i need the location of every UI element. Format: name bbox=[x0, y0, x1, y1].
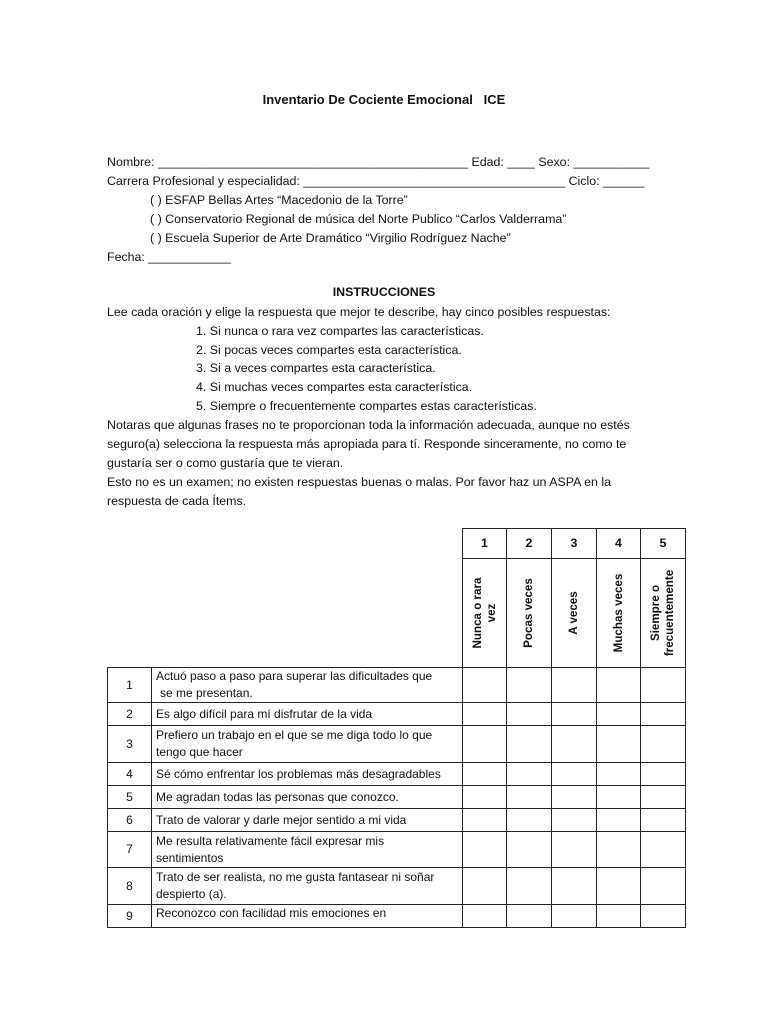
item-text-line: Me resulta relativamente fácil expresar mis bbox=[156, 833, 385, 848]
instructions-note-line: gustaría ser o como gustaría que te vieran. bbox=[107, 456, 344, 470]
school-option-escuela-arte-dramatico: ( ) Escuela Superior de Arte Dramático “Virgilio Rodríguez Nache” bbox=[150, 231, 511, 245]
answer-cell[interactable] bbox=[641, 703, 686, 726]
item-text-line: Es algo difícil para mí disfrutar de la vida bbox=[156, 706, 373, 721]
instructions-note-line: respuesta de cada Ítems. bbox=[107, 494, 247, 508]
answer-cell[interactable] bbox=[507, 703, 552, 726]
instructions-note-line: Esto no es un examen; no existen respuestas buenas o malas. Por favor haz un ASPA en la bbox=[107, 475, 611, 489]
item-number: 5 bbox=[108, 786, 152, 809]
column-label-nunca bbox=[463, 559, 507, 668]
instructions-note-line: seguro(a) selecciona la respuesta más apropiada para tí. Responde sinceramente, no como te bbox=[107, 437, 627, 451]
answer-cell[interactable] bbox=[597, 809, 641, 832]
answer-cell[interactable] bbox=[507, 726, 552, 763]
item-text-line: Prefiero un trabajo en el que se me diga todo lo que bbox=[156, 728, 433, 742]
item-text bbox=[152, 703, 463, 726]
response-option-5: 5. Siempre o frecuentemente compartes estas características. bbox=[196, 399, 537, 413]
answer-cell[interactable] bbox=[641, 905, 686, 928]
instructions-intro: Lee cada oración y elige la respuesta que mejor te describe, hay cinco posibles respuestas: bbox=[107, 305, 611, 319]
answer-cell[interactable] bbox=[552, 703, 597, 726]
answer-cell[interactable] bbox=[507, 809, 552, 832]
answer-cell[interactable] bbox=[463, 868, 507, 905]
rotated-label bbox=[471, 578, 499, 649]
response-option-2: 2. Si pocas veces compartes esta característica. bbox=[196, 343, 462, 357]
rotated-label bbox=[567, 591, 581, 634]
item-text-line: Trato de valorar y darle mejor sentido a mi vida bbox=[156, 812, 407, 827]
table-row bbox=[108, 905, 686, 928]
answer-cell[interactable] bbox=[463, 832, 507, 868]
item-number: 4 bbox=[108, 763, 152, 786]
school-option-esfap: ( ) ESFAP Bellas Artes “Macedonio de la Torre” bbox=[150, 193, 408, 207]
item-number: 2 bbox=[108, 703, 152, 726]
answer-cell[interactable] bbox=[641, 763, 686, 786]
rotated-label bbox=[522, 578, 536, 648]
response-option-1: 1. Si nunca o rara vez compartes las características. bbox=[196, 324, 484, 338]
answer-cell[interactable] bbox=[507, 786, 552, 809]
column-number-row bbox=[108, 529, 686, 559]
table-row bbox=[108, 726, 686, 763]
answer-cell[interactable] bbox=[463, 703, 507, 726]
rotated-label-line: Siempre o bbox=[649, 584, 662, 642]
item-text-line: se me presentan. bbox=[160, 686, 253, 700]
item-number: 8 bbox=[108, 868, 152, 905]
answer-cell[interactable] bbox=[552, 809, 597, 832]
instructions-heading: INSTRUCCIONES bbox=[332, 285, 436, 299]
column-number: 4 bbox=[597, 529, 641, 559]
column-label-muchas bbox=[597, 559, 641, 668]
school-option-conservatorio: ( ) Conservatorio Regional de música del Norte Publico “Carlos Valderrama” bbox=[150, 212, 567, 226]
answer-cell[interactable] bbox=[463, 726, 507, 763]
answer-cell[interactable] bbox=[463, 763, 507, 786]
answer-cell[interactable] bbox=[507, 832, 552, 868]
column-label-a-veces bbox=[552, 559, 597, 668]
table-row bbox=[108, 832, 686, 868]
grid-corner-blank bbox=[108, 529, 463, 668]
answer-cell[interactable] bbox=[552, 868, 597, 905]
answer-grid bbox=[107, 528, 686, 928]
answer-cell[interactable] bbox=[641, 668, 686, 703]
answer-cell[interactable] bbox=[507, 668, 552, 703]
item-text bbox=[152, 905, 463, 928]
answer-cell[interactable] bbox=[641, 726, 686, 763]
answer-cell[interactable] bbox=[463, 809, 507, 832]
answer-cell[interactable] bbox=[597, 868, 641, 905]
table-row bbox=[108, 668, 686, 703]
rotated-label-line: Muchas veces bbox=[611, 573, 625, 653]
answer-cell[interactable] bbox=[463, 668, 507, 703]
rotated-label-line: frecuentemente bbox=[663, 569, 676, 657]
answer-cell[interactable] bbox=[552, 905, 597, 928]
table-row bbox=[108, 786, 686, 809]
answer-cell[interactable] bbox=[641, 868, 686, 905]
answer-cell[interactable] bbox=[552, 786, 597, 809]
item-text-line: tengo que hacer bbox=[156, 745, 243, 759]
item-text bbox=[152, 763, 463, 786]
item-number: 3 bbox=[108, 726, 152, 763]
answer-cell[interactable] bbox=[597, 703, 641, 726]
item-text-line: Me agradan todas las personas que conozco. bbox=[156, 789, 399, 804]
rotated-label bbox=[649, 570, 677, 656]
answer-cell[interactable] bbox=[552, 763, 597, 786]
answer-cell[interactable] bbox=[641, 809, 686, 832]
item-text bbox=[152, 832, 463, 868]
column-number: 5 bbox=[641, 529, 686, 559]
response-option-3: 3. Si a veces compartes esta característica. bbox=[196, 361, 436, 375]
instructions-note-line: Notaras que algunas frases no te proporcionan toda la información adecuada, aunque no estés bbox=[107, 418, 630, 432]
answer-cell[interactable] bbox=[507, 868, 552, 905]
answer-cell[interactable] bbox=[597, 786, 641, 809]
answer-cell[interactable] bbox=[463, 786, 507, 809]
answer-cell[interactable] bbox=[507, 905, 552, 928]
rotated-label-line: Nunca o rara bbox=[470, 577, 484, 649]
item-number: 7 bbox=[108, 832, 152, 868]
item-number: 9 bbox=[108, 905, 152, 928]
answer-cell[interactable] bbox=[597, 763, 641, 786]
rotated-label-line: Pocas veces bbox=[522, 578, 535, 648]
answer-cell[interactable] bbox=[552, 832, 597, 868]
item-text bbox=[152, 809, 463, 832]
item-text-line: despierto (a). bbox=[156, 887, 227, 901]
answer-cell[interactable] bbox=[641, 786, 686, 809]
item-text-line: Trato de ser realista, no me gusta fantasear ni soñar bbox=[156, 870, 435, 884]
table-row bbox=[108, 809, 686, 832]
answer-cell[interactable] bbox=[463, 905, 507, 928]
document-title: Inventario De Cociente Emocional ICE bbox=[262, 92, 506, 107]
item-text-line: Actuó paso a paso para superar las dificultades que bbox=[156, 669, 433, 683]
column-label-pocas bbox=[507, 559, 552, 668]
table-row bbox=[108, 868, 686, 905]
column-number: 2 bbox=[507, 529, 552, 559]
answer-cell[interactable] bbox=[507, 763, 552, 786]
fecha-line: Fecha: ____________ bbox=[107, 250, 232, 264]
item-text-line: Sé cómo enfrentar los problemas más desagradables bbox=[156, 766, 441, 781]
answer-cell[interactable] bbox=[641, 832, 686, 868]
column-label-siempre bbox=[641, 559, 686, 668]
rotated-label-line: vez bbox=[484, 603, 498, 623]
answer-cell[interactable] bbox=[597, 832, 641, 868]
item-text bbox=[152, 868, 463, 905]
rotated-label-line: A veces bbox=[567, 591, 580, 635]
answer-cell[interactable] bbox=[597, 726, 641, 763]
answer-cell[interactable] bbox=[552, 668, 597, 703]
item-text bbox=[152, 726, 463, 763]
rotated-label bbox=[612, 574, 626, 653]
item-text bbox=[152, 668, 463, 703]
nombre-edad-sexo-line: Nombre: _____________________________________________ Edad: ____ Sexo: ___________ bbox=[107, 155, 650, 169]
item-number: 6 bbox=[108, 809, 152, 832]
answer-cell[interactable] bbox=[597, 668, 641, 703]
answer-cell[interactable] bbox=[597, 905, 641, 928]
column-number: 3 bbox=[552, 529, 597, 559]
item-text-line: Reconozco con facilidad mis emociones en bbox=[156, 906, 387, 920]
column-number: 1 bbox=[463, 529, 507, 559]
carrera-ciclo-line: Carrera Profesional y especialidad: ______________________________________ Ciclo: ______ bbox=[107, 174, 645, 188]
item-text-line: sentimientos bbox=[156, 850, 224, 865]
table-row bbox=[108, 703, 686, 726]
response-option-4: 4. Si muchas veces compartes esta característica. bbox=[196, 380, 473, 394]
item-text bbox=[152, 786, 463, 809]
answer-cell[interactable] bbox=[552, 726, 597, 763]
item-number: 1 bbox=[108, 668, 152, 703]
table-row bbox=[108, 763, 686, 786]
